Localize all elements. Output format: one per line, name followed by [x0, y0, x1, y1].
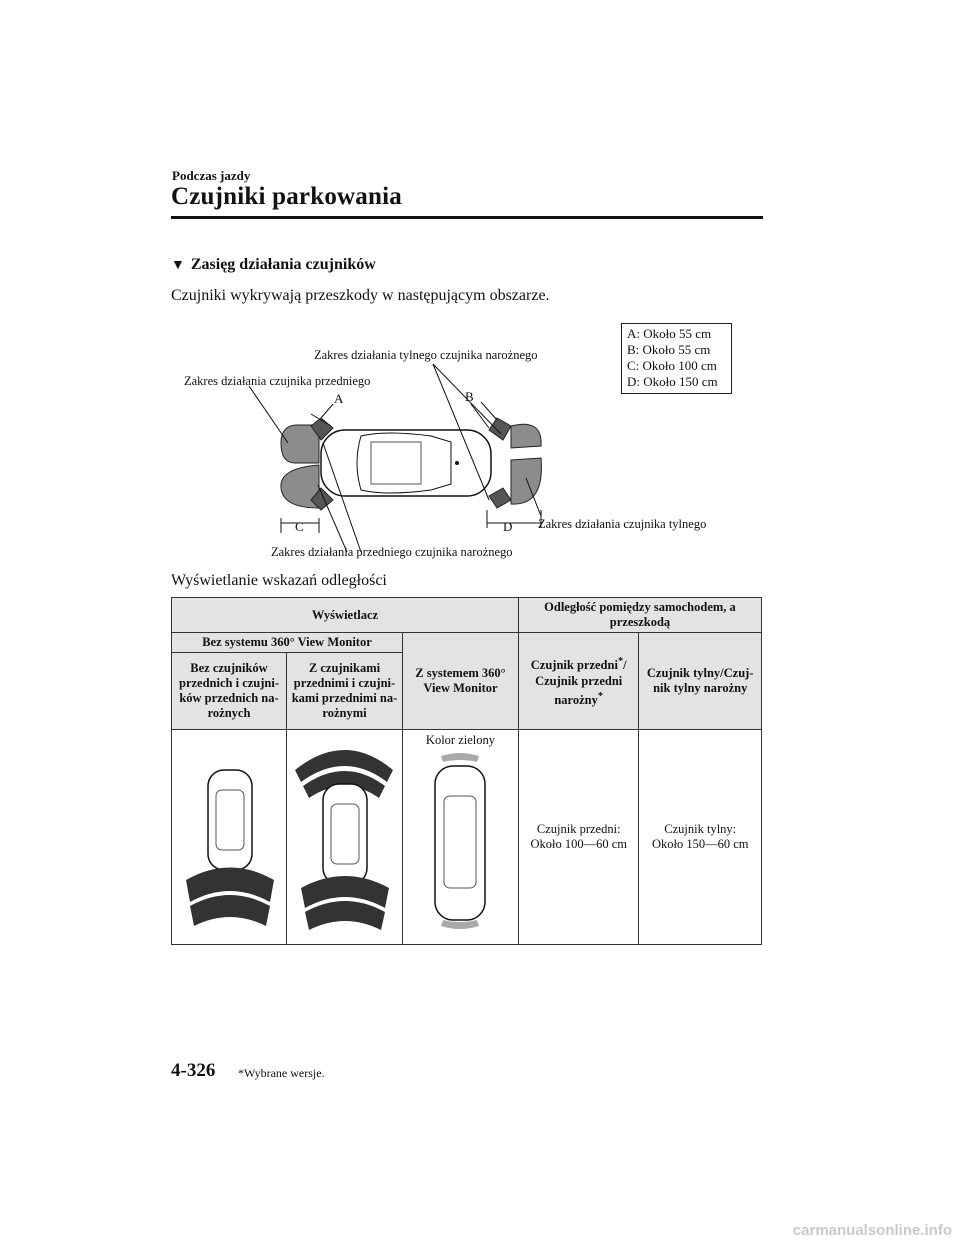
subsection-heading-text: Zasięg działania czujników — [190, 256, 376, 273]
header-front-sensor — [518, 633, 638, 730]
display-no-front-image — [172, 730, 287, 945]
front-distance-value: Około 100—60 cm — [530, 837, 627, 851]
asterisk: * — [617, 656, 624, 668]
rear-distance-cell — [639, 730, 762, 945]
title-rule — [171, 216, 763, 219]
header-distance: Odległość pomiędzy samochodem, a przeszkodą — [518, 598, 761, 633]
asterisk-2: * — [597, 690, 604, 702]
car-front-rear-arcs-graphic — [287, 730, 401, 940]
front-distance-label: Czujnik przedni: — [536, 822, 621, 836]
car-rear-arcs-graphic — [172, 730, 286, 940]
front-distance-cell — [518, 730, 638, 945]
header-no-front-sensors: Bez czujników przednich i czujni-ków przednich na-rożnych — [172, 653, 287, 730]
distance-legend-box — [621, 323, 732, 394]
front-sensor-zone — [281, 425, 319, 508]
watermark: carmanualsonline.info — [792, 1222, 952, 1239]
car-top-view — [321, 430, 491, 496]
header-rear-sensor: Czujnik tylny/Czuj-nik tylny narożny — [639, 633, 762, 730]
header-with-front-sensors: Z czujnikami przednimi i czujni-kami przednimi na-rożnymi — [287, 653, 403, 730]
triangle-bullet-icon: ▼ — [171, 258, 185, 273]
rear-corner-zone-2 — [489, 488, 511, 508]
label-front-range: Zakres działania czujnika przedniego — [184, 374, 371, 388]
rear-distance-label: Czujnik tylny: — [664, 822, 737, 836]
header-no-360: Bez systemu 360° View Monitor — [172, 633, 403, 653]
section-label: Podczas jazdy — [172, 168, 251, 183]
display-with-front-image — [287, 730, 403, 945]
legend-d: D: Około 150 cm — [627, 374, 718, 389]
dimension-d: D — [503, 519, 513, 534]
label-rear-range: Zakres działania czujnika tylnego — [538, 517, 707, 531]
dimension-b: B — [465, 389, 474, 404]
page-number: 4-326 — [171, 1060, 216, 1081]
rear-distance-value: Około 150—60 cm — [651, 837, 749, 851]
page-title: Czujniki parkowania — [171, 183, 402, 210]
front-sensor-label: Czujnik przedni — [530, 658, 618, 673]
rear-corner-zone — [489, 418, 511, 440]
intro-paragraph: Czujniki wykrywają przeszkody w następującym obszarze. — [171, 287, 550, 304]
label-front-corner-range: Zakres działania przedniego czujnika narożnego — [271, 545, 513, 559]
legend-b: B: Około 55 cm — [627, 342, 711, 357]
legend-a: A: Około 55 cm — [627, 326, 712, 341]
label-rear-corner-range: Zakres działania tylnego czujnika narożnego — [314, 348, 538, 362]
header-with-360: Z systemem 360° View Monitor — [402, 633, 518, 730]
subsection-heading — [171, 256, 376, 274]
legend-c: C: Około 100 cm — [627, 358, 717, 373]
front-corner-sensor-label: / Czujnik przedni narożny — [535, 658, 627, 707]
rear-sensor-zone — [511, 424, 541, 504]
car-360-graphic — [403, 748, 517, 936]
footnote: *Wybrane wersje. — [238, 1066, 325, 1080]
dimension-c: C — [295, 519, 304, 534]
distance-display-title: Wyświetlanie wskazań odległości — [171, 572, 387, 589]
distance-display-table — [171, 597, 762, 945]
dimension-a: A — [334, 391, 344, 406]
color-green-label: Kolor zielony — [425, 733, 496, 747]
header-display: Wyświetlacz — [172, 598, 519, 633]
display-360-image — [402, 730, 518, 945]
